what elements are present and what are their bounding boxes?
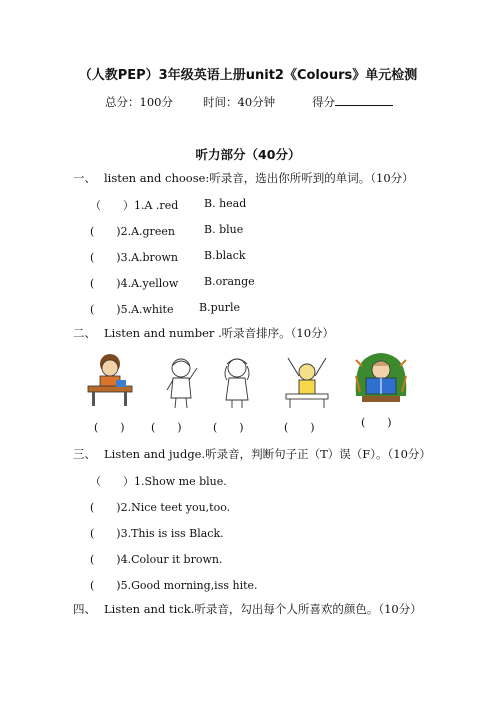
total-score: 总分：100分 xyxy=(105,95,173,109)
s1-item-5-b: B.purle xyxy=(199,301,240,314)
s1-item-2: ( )2.A.green xyxy=(90,225,175,238)
s2-answer-3: ( ) xyxy=(213,421,244,434)
s1-item-1-b: B. head xyxy=(204,197,247,210)
time-limit: 时间：40分钟 xyxy=(203,95,276,109)
s1-item-1: （ ）1.A .red xyxy=(90,199,179,212)
s3-item-3: ( )3.This is iss Black. xyxy=(90,527,224,540)
s1-item-4-b: B.orange xyxy=(204,275,255,288)
section-4-number: 四、 xyxy=(73,602,96,616)
s2-answer-5: ( ) xyxy=(361,416,392,429)
s1-item-5: ( )5.A.white xyxy=(90,303,174,316)
s3-item-5: ( )5.Good morning,iss hite. xyxy=(90,579,258,592)
s2-answer-2: ( ) xyxy=(151,421,182,434)
picture-girl-with-braids xyxy=(215,354,259,410)
section-3-instruction: Listen and judge.听录音，判断句子正（T）误（F）。（10分） xyxy=(104,447,431,461)
s2-answer-1: ( ) xyxy=(94,421,125,434)
s3-item-1: （ ）1.Show me blue. xyxy=(90,475,227,488)
s1-item-4: ( )4.A.yellow xyxy=(90,277,179,290)
section-2-number: 二、 xyxy=(73,326,96,340)
picture-girl-waving xyxy=(159,354,203,410)
s3-item-2: ( )2.Nice teet you,too. xyxy=(90,501,231,514)
section-4-instruction: Listen and tick.听录音，勾出每个人所喜欢的颜色。（10分） xyxy=(104,602,422,616)
picture-child-raising-hands xyxy=(282,352,332,410)
s3-item-4: ( )4.Colour it brown. xyxy=(90,553,223,566)
s1-item-2-b: B. blue xyxy=(204,223,244,236)
s1-item-3-b: B.black xyxy=(204,249,246,262)
s2-answer-4: ( ) xyxy=(284,421,315,434)
section-2-instruction: Listen and number .听录音排序。（10分） xyxy=(104,326,335,340)
score-label: 得分 xyxy=(312,95,335,109)
score-blank xyxy=(335,94,393,106)
score-field xyxy=(312,94,393,110)
page-title: （人教PEP）3年级英语上册unit2《Colours》单元检测 xyxy=(78,68,418,83)
section-3-number: 三、 xyxy=(73,447,96,461)
picture-child-reading-book xyxy=(352,346,410,410)
section-1-number: 一、 xyxy=(73,171,96,185)
picture-child-at-desk xyxy=(82,350,138,410)
section-1-instruction: listen and choose:听录音，选出你所听到的单词。（10分） xyxy=(104,171,414,185)
listening-section-title: 听力部分（40分） xyxy=(195,147,301,162)
s1-item-3: ( )3.A.brown xyxy=(90,251,178,264)
